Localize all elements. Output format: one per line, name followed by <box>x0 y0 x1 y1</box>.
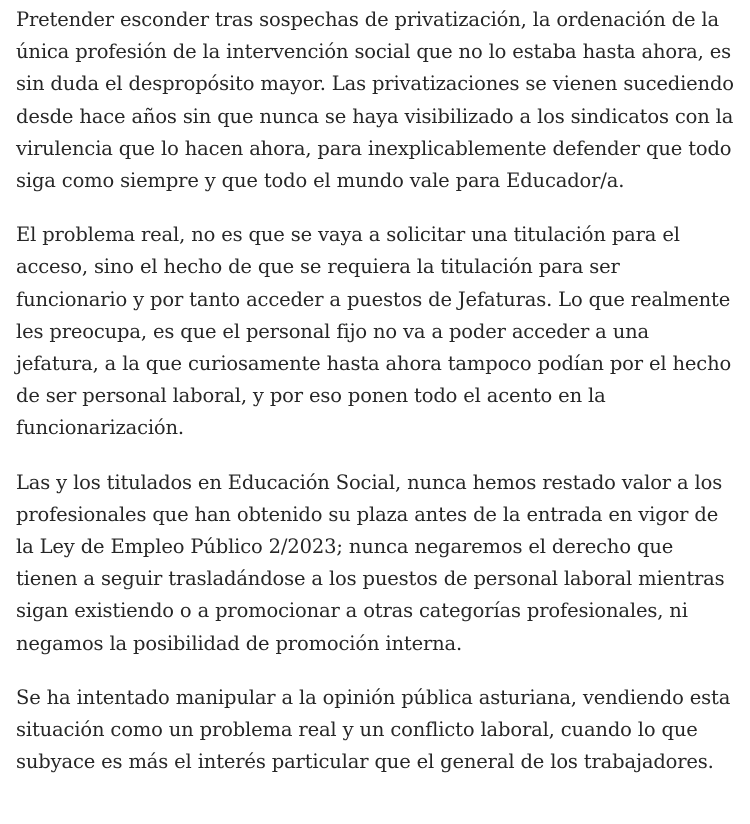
paragraph-4: Se ha intentado manipular a la opinión pública asturiana, vendiendo esta situación como un problema real y un conflicto laboral, cuando lo que subyace es más el interés particular que el general de los trabajadores. <box>16 685 731 774</box>
paragraph-2: El problema real, no es que se vaya a solicitar una titulación para el acceso, sino el hecho de que se requiera la titulación para ser funcionario y por tanto acceder a puestos de Jefaturas. Lo que realmente les preocupa, es que el personal fijo no va a poder acceder a una jefatura, a la que curiosamente hasta ahora tampoco podían por el hecho de ser personal laboral, y por eso ponen todo el acento en la funcionarización. <box>16 223 732 440</box>
paragraph-3: Las y los titulados en Educación Social, nunca hemos restado valor a los profesionales que han obtenido su plaza antes de la entrada en vigor de la Ley de Empleo Público 2/2023; nunca negaremos el derecho que tienen a seguir trasladándose a los puestos de personal laboral mientras sigan existiendo o a promocionar a otras categorías profesionales, ni negamos la posibilidad de promoción interna. <box>16 470 725 655</box>
paragraph-1: Pretender esconder tras sospechas de privatización, la ordenación de la única profesión de la intervención social que no lo estaba hasta ahora, es sin duda el despropósito mayor. Las privatizaciones se vienen sucediendo desde hace años sin que nunca se haya visibilizado a los sindicatos con la virulencia que lo hacen ahora, para inexplicablemente defender que todo siga como siempre y que todo el mundo vale para Educador/a. <box>16 8 734 193</box>
